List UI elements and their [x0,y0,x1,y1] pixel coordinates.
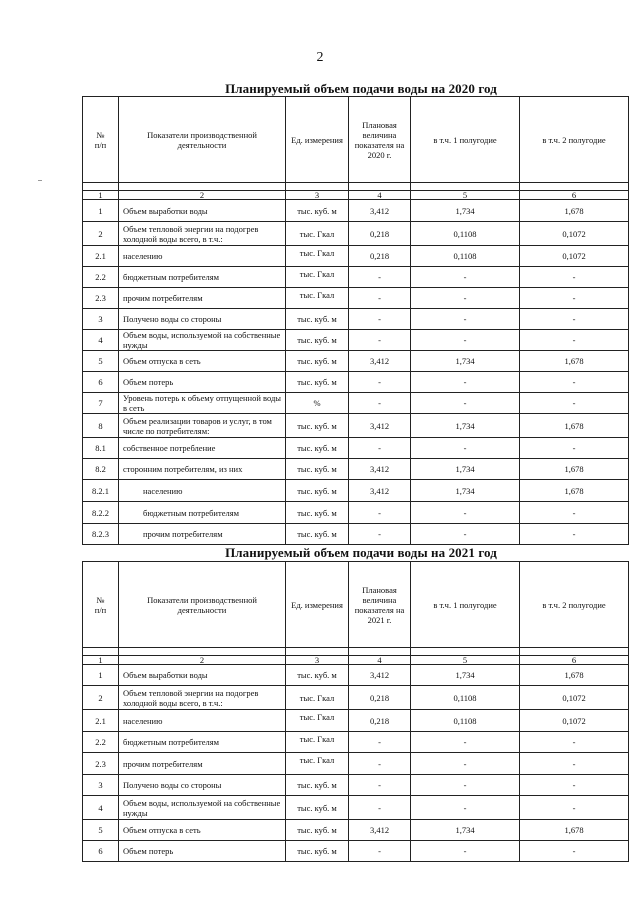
row-h2-value: - [520,524,629,545]
row-unit: тыс. Гкал [286,710,349,732]
row-plan-value: - [349,775,411,796]
row-h2-value: - [520,288,629,309]
row-indicator: собственное потребление [119,438,286,459]
row-h1-value: 0,1108 [411,246,520,267]
column-index: 3 [286,656,349,665]
table-title-2021: Планируемый объем подачи воды на 2021 год [225,545,497,560]
row-number: 2.3 [83,288,119,309]
row-unit: тыс. Гкал [286,686,349,710]
header-plan [349,562,411,648]
column-index: 1 [83,656,119,665]
table-row [83,459,629,480]
row-h2-value: 0,1072 [520,222,629,246]
table-row [83,330,629,351]
row-h1-value: 0,1108 [411,222,520,246]
row-number: 2.3 [83,753,119,775]
row-unit: тыс. Гкал [286,267,349,288]
header-unit: Ед. измерения [286,97,349,183]
row-number: 2 [83,686,119,710]
row-plan-value: - [349,524,411,545]
row-h1-value: - [411,732,520,753]
spacer-cell [83,183,119,191]
column-index: 4 [349,656,411,665]
header-plan-label: Плановая величина показателя на [354,584,405,615]
row-indicator: Объем потерь [119,841,286,862]
column-index-row [83,191,629,200]
table-row [83,732,629,753]
header-row [83,562,629,648]
row-plan-value: 3,412 [349,480,411,502]
table-row [83,414,629,438]
row-indicator: Объем выработки воды [119,200,286,222]
header-plan-label: Плановая величина показателя на [354,119,405,150]
row-indicator: прочим потребителям [119,753,286,775]
row-plan-value: 0,218 [349,246,411,267]
header-plan-year: 2021 г. [367,614,392,625]
row-number: 1 [83,665,119,686]
row-number: 5 [83,351,119,372]
row-h2-value: 1,678 [520,665,629,686]
row-number: 8.1 [83,438,119,459]
row-h1-value: - [411,393,520,414]
table-row [83,775,629,796]
row-h2-value: - [520,309,629,330]
spacer-row [83,648,629,656]
row-unit: тыс. куб. м [286,502,349,524]
row-number: 4 [83,796,119,820]
row-h1-value: 0,1108 [411,686,520,710]
row-plan-value: - [349,309,411,330]
column-index: 5 [411,656,520,665]
row-h2-value: - [520,841,629,862]
row-h2-value: - [520,330,629,351]
row-number: 3 [83,775,119,796]
row-h2-value: 0,1072 [520,246,629,267]
row-h1-value: 1,734 [411,351,520,372]
row-indicator: Объем тепловой энергии на подогрев холодной воды всего, в т.ч.: [119,686,286,710]
row-number: 2.2 [83,732,119,753]
row-indicator: Объем отпуска в сеть [119,820,286,841]
row-number: 6 [83,841,119,862]
table-row [83,665,629,686]
table-row [83,309,629,330]
table-row [83,222,629,246]
row-indicator: Объем воды, используемой на собственные нужды [119,330,286,351]
table-row [83,710,629,732]
row-h2-value: 1,678 [520,351,629,372]
table-row [83,372,629,393]
page-number: 2 [316,50,324,65]
row-plan-value: 3,412 [349,820,411,841]
table-row [83,480,629,502]
row-h1-value: 1,734 [411,414,520,438]
row-indicator: населению [119,710,286,732]
table-row [83,246,629,267]
spacer-cell [411,183,520,191]
row-h1-value: 1,734 [411,200,520,222]
column-index-row [83,656,629,665]
row-unit: тыс. Гкал [286,732,349,753]
header-h1: в т.ч. 1 полугодие [411,562,520,648]
row-indicator: Объем потерь [119,372,286,393]
row-indicator: Объем тепловой энергии на подогрев холодной воды всего, в т.ч.: [119,222,286,246]
table-row [83,524,629,545]
row-plan-value: 0,218 [349,222,411,246]
header-unit: Ед. измерения [286,562,349,648]
spacer-cell [286,183,349,191]
row-number: 2.2 [83,267,119,288]
row-h2-value: - [520,502,629,524]
table-row [83,820,629,841]
header-h2: в т.ч. 2 полугодие [520,562,629,648]
row-plan-value: 3,412 [349,351,411,372]
row-number: 8.2.1 [83,480,119,502]
row-unit: тыс. Гкал [286,222,349,246]
row-unit: тыс. куб. м [286,665,349,686]
header-num: № п/п [83,562,119,648]
column-index: 4 [349,191,411,200]
row-indicator: Получено воды со стороны [119,775,286,796]
row-unit: % [286,393,349,414]
column-index: 6 [520,191,629,200]
row-h1-value: - [411,267,520,288]
water-supply-table-2021 [82,561,629,862]
row-unit: тыс. куб. м [286,775,349,796]
row-h2-value: 1,678 [520,414,629,438]
row-plan-value: 3,412 [349,414,411,438]
row-indicator: Объем воды, используемой на собственные нужды [119,796,286,820]
row-number: 8.2.2 [83,502,119,524]
row-h1-value: - [411,796,520,820]
row-h1-value: - [411,288,520,309]
row-h2-value: - [520,796,629,820]
row-h2-value: 1,678 [520,480,629,502]
row-indicator: Объем отпуска в сеть [119,351,286,372]
row-unit: тыс. куб. м [286,820,349,841]
row-plan-value: - [349,841,411,862]
spacer-cell [520,183,629,191]
table-row [83,351,629,372]
header-h2: в т.ч. 2 полугодие [520,97,629,183]
row-h2-value: 0,1072 [520,686,629,710]
row-h1-value: 0,1108 [411,710,520,732]
row-plan-value: - [349,502,411,524]
table-row [83,796,629,820]
column-index: 5 [411,191,520,200]
row-plan-value: - [349,330,411,351]
header-plan [349,97,411,183]
row-h1-value: - [411,502,520,524]
row-unit: тыс. куб. м [286,309,349,330]
row-indicator: Уровень потерь к объему отпущенной воды в сеть [119,393,286,414]
row-unit: тыс. куб. м [286,372,349,393]
spacer-cell [411,648,520,656]
column-index: 6 [520,656,629,665]
row-unit: тыс. куб. м [286,330,349,351]
row-unit: тыс. Гкал [286,246,349,267]
row-indicator: населению [119,246,286,267]
row-h1-value: - [411,841,520,862]
row-plan-value: 3,412 [349,665,411,686]
row-plan-value: 0,218 [349,686,411,710]
row-unit: тыс. куб. м [286,200,349,222]
spacer-cell [349,183,411,191]
row-unit: тыс. куб. м [286,524,349,545]
row-indicator: Получено воды со стороны [119,309,286,330]
row-unit: тыс. куб. м [286,414,349,438]
row-indicator: Объем выработки воды [119,665,286,686]
margin-mark [38,180,42,181]
header-row [83,97,629,183]
row-indicator: сторонним потребителям, из них [119,459,286,480]
water-supply-table-2020 [82,96,629,545]
row-h1-value: 1,734 [411,459,520,480]
row-number: 2 [83,222,119,246]
row-unit: тыс. Гкал [286,288,349,309]
row-h2-value: - [520,438,629,459]
header-h1: в т.ч. 1 полугодие [411,97,520,183]
row-unit: тыс. куб. м [286,438,349,459]
row-number: 3 [83,309,119,330]
row-unit: тыс. куб. м [286,351,349,372]
spacer-cell [520,648,629,656]
row-plan-value: - [349,796,411,820]
row-h2-value: - [520,775,629,796]
row-h2-value: - [520,753,629,775]
row-h2-value: 1,678 [520,200,629,222]
row-h2-value: - [520,267,629,288]
row-h1-value: - [411,438,520,459]
row-plan-value: 0,218 [349,710,411,732]
row-number: 6 [83,372,119,393]
row-h1-value: - [411,309,520,330]
row-h2-value: 1,678 [520,820,629,841]
column-index: 1 [83,191,119,200]
column-index: 2 [119,191,286,200]
spacer-cell [349,648,411,656]
header-num: № п/п [83,97,119,183]
row-h1-value: - [411,524,520,545]
row-number: 2.1 [83,710,119,732]
table-row [83,288,629,309]
row-unit: тыс. куб. м [286,480,349,502]
spacer-row [83,183,629,191]
row-number: 8.2 [83,459,119,480]
row-indicator: бюджетным потребителям [119,502,286,524]
header-indicator: Показатели производственной деятельности [119,562,286,648]
row-indicator: Объем реализации товаров и услуг, в том числе по потребителям: [119,414,286,438]
row-h2-value: - [520,393,629,414]
row-h2-value: 0,1072 [520,710,629,732]
row-h2-value: 1,678 [520,459,629,480]
table-row [83,686,629,710]
row-number: 5 [83,820,119,841]
row-h1-value: - [411,753,520,775]
column-index: 2 [119,656,286,665]
row-unit: тыс. Гкал [286,753,349,775]
row-indicator: населению [119,480,286,502]
row-number: 4 [83,330,119,351]
table-title-2020: Планируемый объем подачи воды на 2020 год [225,81,497,96]
header-plan-year: 2020 г. [367,149,392,160]
table-row [83,200,629,222]
spacer-cell [119,183,286,191]
row-h1-value: 1,734 [411,665,520,686]
row-number: 2.1 [83,246,119,267]
row-number: 7 [83,393,119,414]
row-plan-value: - [349,288,411,309]
row-h1-value: - [411,372,520,393]
row-plan-value: 3,412 [349,200,411,222]
row-indicator: прочим потребителям [119,524,286,545]
row-h2-value: - [520,732,629,753]
row-h1-value: 1,734 [411,480,520,502]
row-plan-value: - [349,393,411,414]
row-indicator: бюджетным потребителям [119,732,286,753]
row-plan-value: - [349,753,411,775]
row-number: 1 [83,200,119,222]
table-row [83,267,629,288]
row-unit: тыс. куб. м [286,796,349,820]
table-row [83,438,629,459]
spacer-cell [286,648,349,656]
header-indicator: Показатели производственной деятельности [119,97,286,183]
row-unit: тыс. куб. м [286,459,349,480]
row-h1-value: - [411,775,520,796]
row-h1-value: 1,734 [411,820,520,841]
row-h1-value: - [411,330,520,351]
spacer-cell [119,648,286,656]
row-plan-value: - [349,372,411,393]
row-plan-value: - [349,732,411,753]
row-plan-value: - [349,438,411,459]
row-unit: тыс. куб. м [286,841,349,862]
table-row [83,841,629,862]
row-indicator: прочим потребителям [119,288,286,309]
table-row [83,393,629,414]
table-row [83,502,629,524]
row-plan-value: - [349,267,411,288]
spacer-cell [83,648,119,656]
table-row [83,753,629,775]
row-number: 8.2.3 [83,524,119,545]
column-index: 3 [286,191,349,200]
row-indicator: бюджетным потребителям [119,267,286,288]
row-number: 8 [83,414,119,438]
row-plan-value: 3,412 [349,459,411,480]
row-h2-value: - [520,372,629,393]
